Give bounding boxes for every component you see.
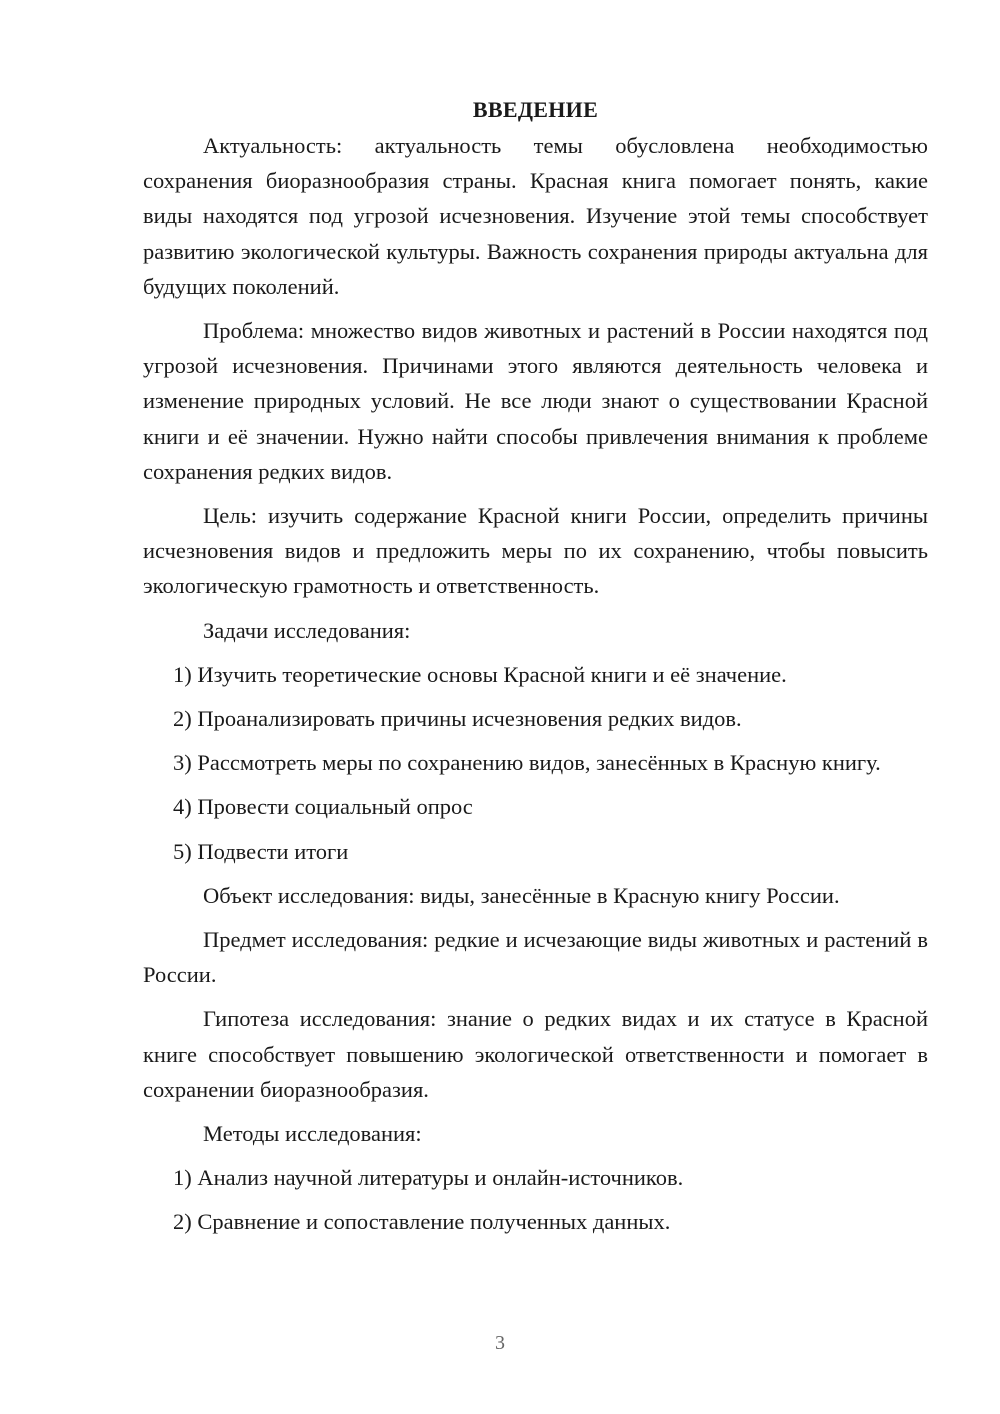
document-page [143,92,928,1240]
list-item: 3) Рассмотреть меры по сохранению видов, занесённых в Красную книгу. [173,750,881,776]
list-item: 1) Анализ научной литературы и онлайн-источников. [173,1165,684,1191]
goal-paragraph: Цель: изучить содержание Красной книги России, определить причины исчезновения видов и предложить меры по их сохранению, чтобы повысить экологическую грамотность и ответственность. [143,503,928,599]
object-paragraph: Объект исследования: виды, занесённые в Красную книгу России. [203,882,840,908]
list-item: 1) Изучить теоретические основы Красной книги и её значение. [173,661,787,687]
methods-title: Методы исследования: [203,1121,422,1147]
relevance-paragraph: Актуальность: актуальность темы обусловлена необходимостью сохранения биоразнообразия страны. Красная книга помогает понять, какие виды находятся под угрозой исчезновения. Изучение этой темы способствует развитию экологической культуры. Важность сохранения природы актуальна для будущих поколений. [143,133,928,299]
list-item: 4) Провести социальный опрос [173,794,473,820]
page-title: ВВЕДЕНИЕ [472,97,599,122]
problem-paragraph: Проблема: множество видов животных и растений в России находятся под угрозой исчезновения. Причинами этого являются деятельность человека и изменение природных условий. Не все люди знают о существовании Красной книги и её значении. Нужно найти способы привлечения внимания к проблеме сохранения редких видов. [143,318,928,484]
page-number: 3 [495,1332,505,1354]
list-item: 5) Подвести итоги [173,838,349,864]
list-item: 2) Сравнение и сопоставление полученных данных. [173,1209,671,1235]
tasks-title: Задачи исследования: [203,617,411,643]
subject-paragraph: Предмет исследования: редкие и исчезающие виды животных и растений в России. [143,927,928,988]
hypothesis-paragraph: Гипотеза исследования: знание о редких видах и их статусе в Красной книге способствует повышению экологической ответственности и помогает в сохранении биоразнообразия. [143,1006,928,1102]
list-item: 2) Проанализировать причины исчезновения редких видов. [173,706,742,732]
